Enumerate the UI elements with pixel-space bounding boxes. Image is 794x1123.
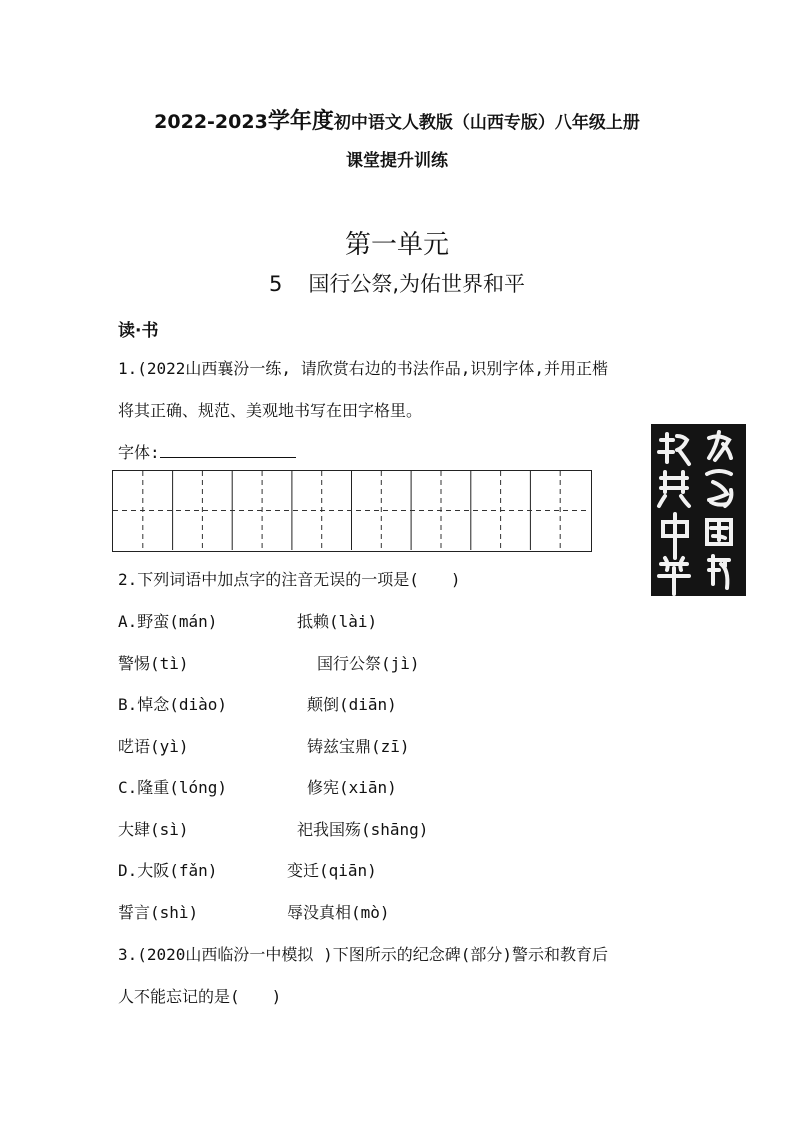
q1-line-2: 将其正确、规范、美观地书写在田字格里。 [118, 401, 423, 420]
q3-line-2: 人不能忘记的是( ) [118, 987, 282, 1006]
q2-stem: 2.下列词语中加点字的注音无误的一项是( ) [118, 570, 461, 589]
option-b-word-2: 颠倒(diān) [307, 695, 397, 714]
font-answer-blank[interactable] [160, 443, 296, 458]
option-d-word-3: 誓言(shì) [118, 903, 199, 922]
option-a-word-2: 抵赖(lài) [297, 612, 378, 631]
option-c-word-1: C.隆重(lóng) [118, 778, 228, 797]
lesson-title [0, 268, 794, 298]
option-c-word-2: 修宪(xiān) [307, 778, 397, 797]
title-year: 2022-2023 [154, 111, 268, 133]
document-subtitle: 课堂提升训练 [346, 151, 448, 171]
option-a-word-4: 国行公祭(jì) [317, 654, 420, 673]
q1-line-1: 1.(2022山西襄汾一练, 请欣赏右边的书法作品,识别字体,并用正楷 [118, 359, 608, 378]
option-d-word-2: 变迁(qiān) [287, 861, 377, 880]
title-big: 学年度 [267, 109, 334, 134]
title-rest: 初中语文人教版（山西专版）八年级上册 [333, 113, 640, 133]
option-b-word-4: 铸兹宝鼎(zī) [307, 737, 410, 756]
lesson-number: 5 [268, 272, 283, 296]
option-d-word-1: D.大阪(fǎn) [118, 861, 218, 880]
option-a-word-1: A.野蛮(mán) [118, 612, 218, 631]
option-c-word-3: 大肆(sì) [118, 820, 189, 839]
font-label: 字体: [118, 443, 160, 462]
font-answer-field[interactable] [118, 440, 296, 463]
tianzige-lines [113, 471, 590, 550]
option-a-word-3: 警惕(tì) [118, 654, 189, 673]
option-b-word-1: B.悼念(diào) [118, 695, 228, 714]
calligraphy-strokes [651, 424, 746, 596]
unit-title: 第一单元 [344, 230, 449, 260]
q3-line-1: 3.(2020山西临汾一中模拟 )下图所示的纪念碑(部分)警示和教育后 [118, 945, 608, 964]
document-title [0, 104, 794, 135]
option-d-word-4: 辱没真相(mò) [287, 903, 390, 922]
section-label: 读·书 [118, 321, 159, 341]
option-c-word-4: 祀我国殇(shāng) [297, 820, 429, 839]
tianzige-grid[interactable] [112, 470, 592, 552]
lesson-name: 国行公祭,为佑世界和平 [308, 272, 526, 296]
calligraphy-image [651, 424, 746, 596]
option-b-word-3: 呓语(yì) [118, 737, 189, 756]
